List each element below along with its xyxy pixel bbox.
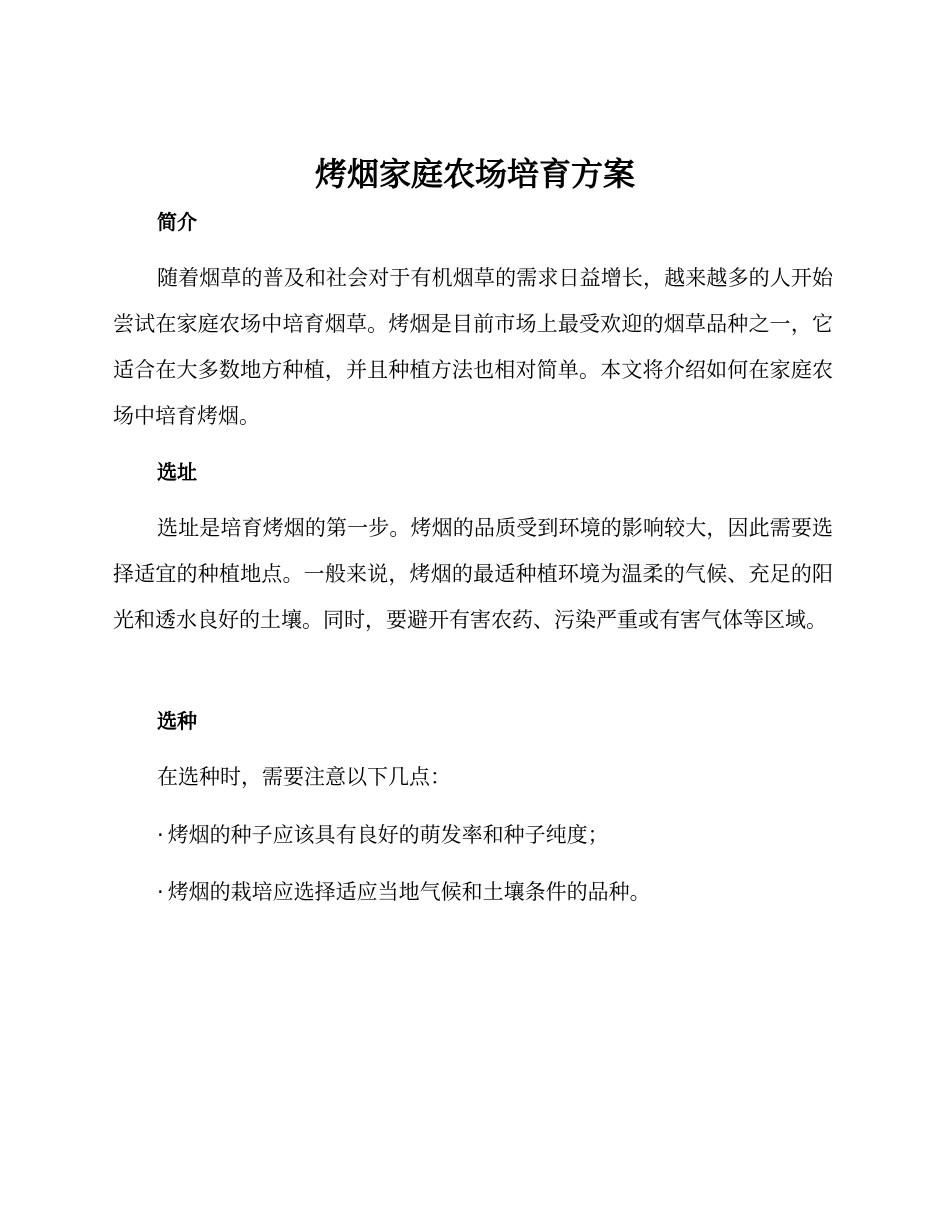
section-heading-variety: 选种 <box>157 709 197 733</box>
site-paragraph: 选址是培育烤烟的第一步。烤烟的品质受到环境的影响较大，因此需要选择适宜的种植地点。一般来说，烤烟的最适种植环境为温柔的气候、充足的阳光和透水良好的土壤。同时，要避开有害农药、污染严重或有害气体等区域。 <box>113 516 833 632</box>
document-title: 烤烟家庭农场培育方案 <box>314 155 635 193</box>
list-item <box>157 820 609 850</box>
bullet-mark: · <box>157 880 164 904</box>
bullet-mark: · <box>157 823 164 847</box>
list-item-text: 烤烟的栽培应选择适应当地气候和土壤条件的品种。 <box>167 880 651 904</box>
list-item-text: 烤烟的种子应该具有良好的萌发率和种子纯度； <box>167 823 609 847</box>
section-heading-site: 选址 <box>157 460 197 484</box>
section-heading-intro: 简介 <box>157 210 197 234</box>
variety-intro-text: 在选种时，需要注意以下几点： <box>157 765 451 789</box>
intro-paragraph: 随着烟草的普及和社会对于有机烟草的需求日益增长，越来越多的人开始尝试在家庭农场中培育烟草。烤烟是目前市场上最受欢迎的烟草品种之一，它适合在大多数地方种植，并且种植方法也相对简单。本文将介绍如何在家庭农场中培育烤烟。 <box>113 266 833 428</box>
list-item <box>157 877 651 907</box>
